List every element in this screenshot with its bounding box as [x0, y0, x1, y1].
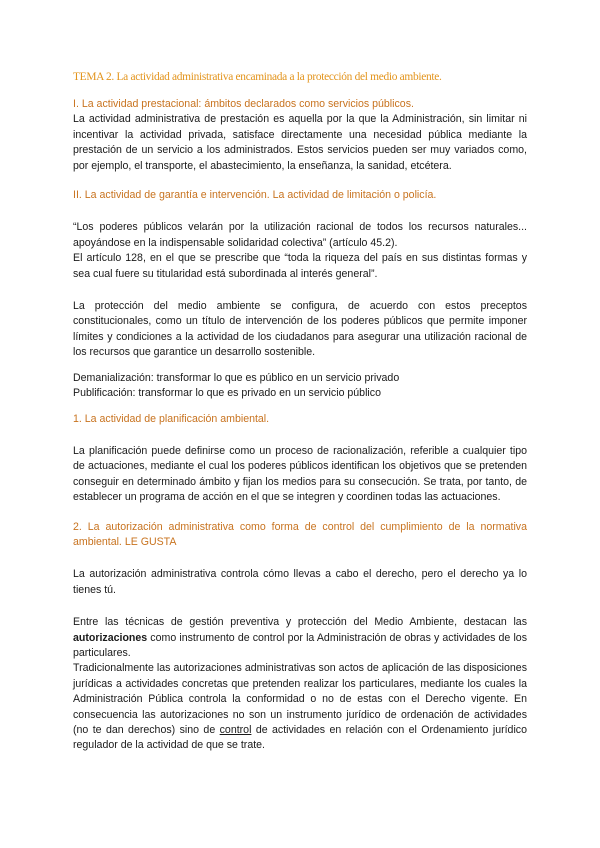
text-run: Entre las técnicas de gestión preventiva y protección del Medio Ambiente, destacan las: [73, 616, 527, 629]
paragraph-proteccion-medio-ambiente: La protección del medio ambiente se configura, de acuerdo con estos preceptos constitucionales, como un título de intervención de los poderes públicos que permite imponer límites y condiciones a la actividad de los ciudadanos para asegurar una utilización racional de los recursos que garantice un desarrollo sostenible.: [73, 300, 527, 359]
paragraph-tecnicas-gestion: [73, 615, 527, 661]
spacer: [73, 506, 527, 520]
paragraph-tradicionalmente: [73, 661, 527, 753]
section-heading-autorizacion: 2. La autorización administrativa como forma de control del cumplimiento de la normativa ambiental. LE GUSTA: [73, 520, 527, 548]
spacer: [73, 402, 527, 412]
spacer: [73, 550, 527, 567]
text-run: de actividades en relación con el Ordenamiento jurídico regulador de la actividad de que se trate.: [73, 724, 527, 752]
text-run: como instrumento de control por la Administración de obras y actividades de los particulares.: [73, 631, 527, 659]
spacer: [73, 427, 527, 444]
underlined-term-control: control: [219, 724, 252, 736]
document-title: TEMA 2. La actividad administrativa encaminada a la protección del medio ambiente.: [73, 71, 442, 83]
line-publificacion: Publificación: transformar lo que es privado en un servicio público: [73, 387, 381, 400]
paragraph-actividad-prestacion: La actividad administrativa de prestación es aquella por la que la Administración, sin limitar ni incentivar la actividad privada, satisface directamente una necesidad pública mediante la prestación de un servicio a los administrados. Estos servicios pueden ser muy variados como, por ejemplo, el transporte, el abastecimiento, la enseñanza, la sanidad, etcétera.: [73, 113, 527, 172]
line-demanializacion: Demanialización: transformar lo que es público en un servicio privado: [73, 371, 400, 384]
spacer: [73, 361, 527, 371]
section-heading-planificacion: 1. La actividad de planificación ambiental.: [73, 412, 270, 425]
text-run: Tradicionalmente las autorizaciones administrativas son actos de aplicación de las disposiciones jurídicas a actividades concretas que pretenden realizar los particulares, mediante los cuales la Administración Pública controla la conformidad o no de estas con el Derecho vigente. En consecuencia las autorizaciones no son un instrumento jurídico de ordenación de actividades (no te dan derechos) sino de: [73, 662, 527, 736]
paragraph-autorizacion-controla: La autorización administrativa controla cómo llevas a cabo el derecho, pero el derecho ya lo tienes tú.: [73, 568, 527, 596]
paragraph-quote-articulo-45: “Los poderes públicos velarán por la utilización racional de todos los recursos naturales... apoyándose en la indispensable solidaridad colectiva” (artículo 45.2).: [73, 221, 527, 249]
section-heading-garantia-intervencion: II. La actividad de garantía e intervención. La actividad de limitación o policía.: [73, 189, 437, 202]
spacer: [73, 598, 527, 615]
bold-term-autorizaciones: autorizaciones: [73, 631, 148, 644]
document-content: [73, 70, 527, 754]
spacer: [73, 174, 527, 188]
paragraph-articulo-128: El artículo 128, en el que se prescribe que “toda la riqueza del país en sus distintas formas y sea cual fuere su titularidad está subordinada al interés general”.: [73, 252, 527, 280]
spacer: [73, 282, 527, 299]
paragraph-planificacion: La planificación puede definirse como un proceso de racionalización, referible a cualquier tipo de actuaciones, mediante el cual los poderes públicos identifican los objetivos que se pretenden conseguir en determinado ámbito y fijan los medios para su consecución. Se trata, por tanto, de establecer un programa de acción en el que se integren y coordinen todas las actuaciones.: [73, 444, 527, 504]
spacer: [73, 203, 527, 220]
section-heading-actividad-prestacional: I. La actividad prestacional: ámbitos declarados como servicios públicos.: [73, 98, 414, 110]
